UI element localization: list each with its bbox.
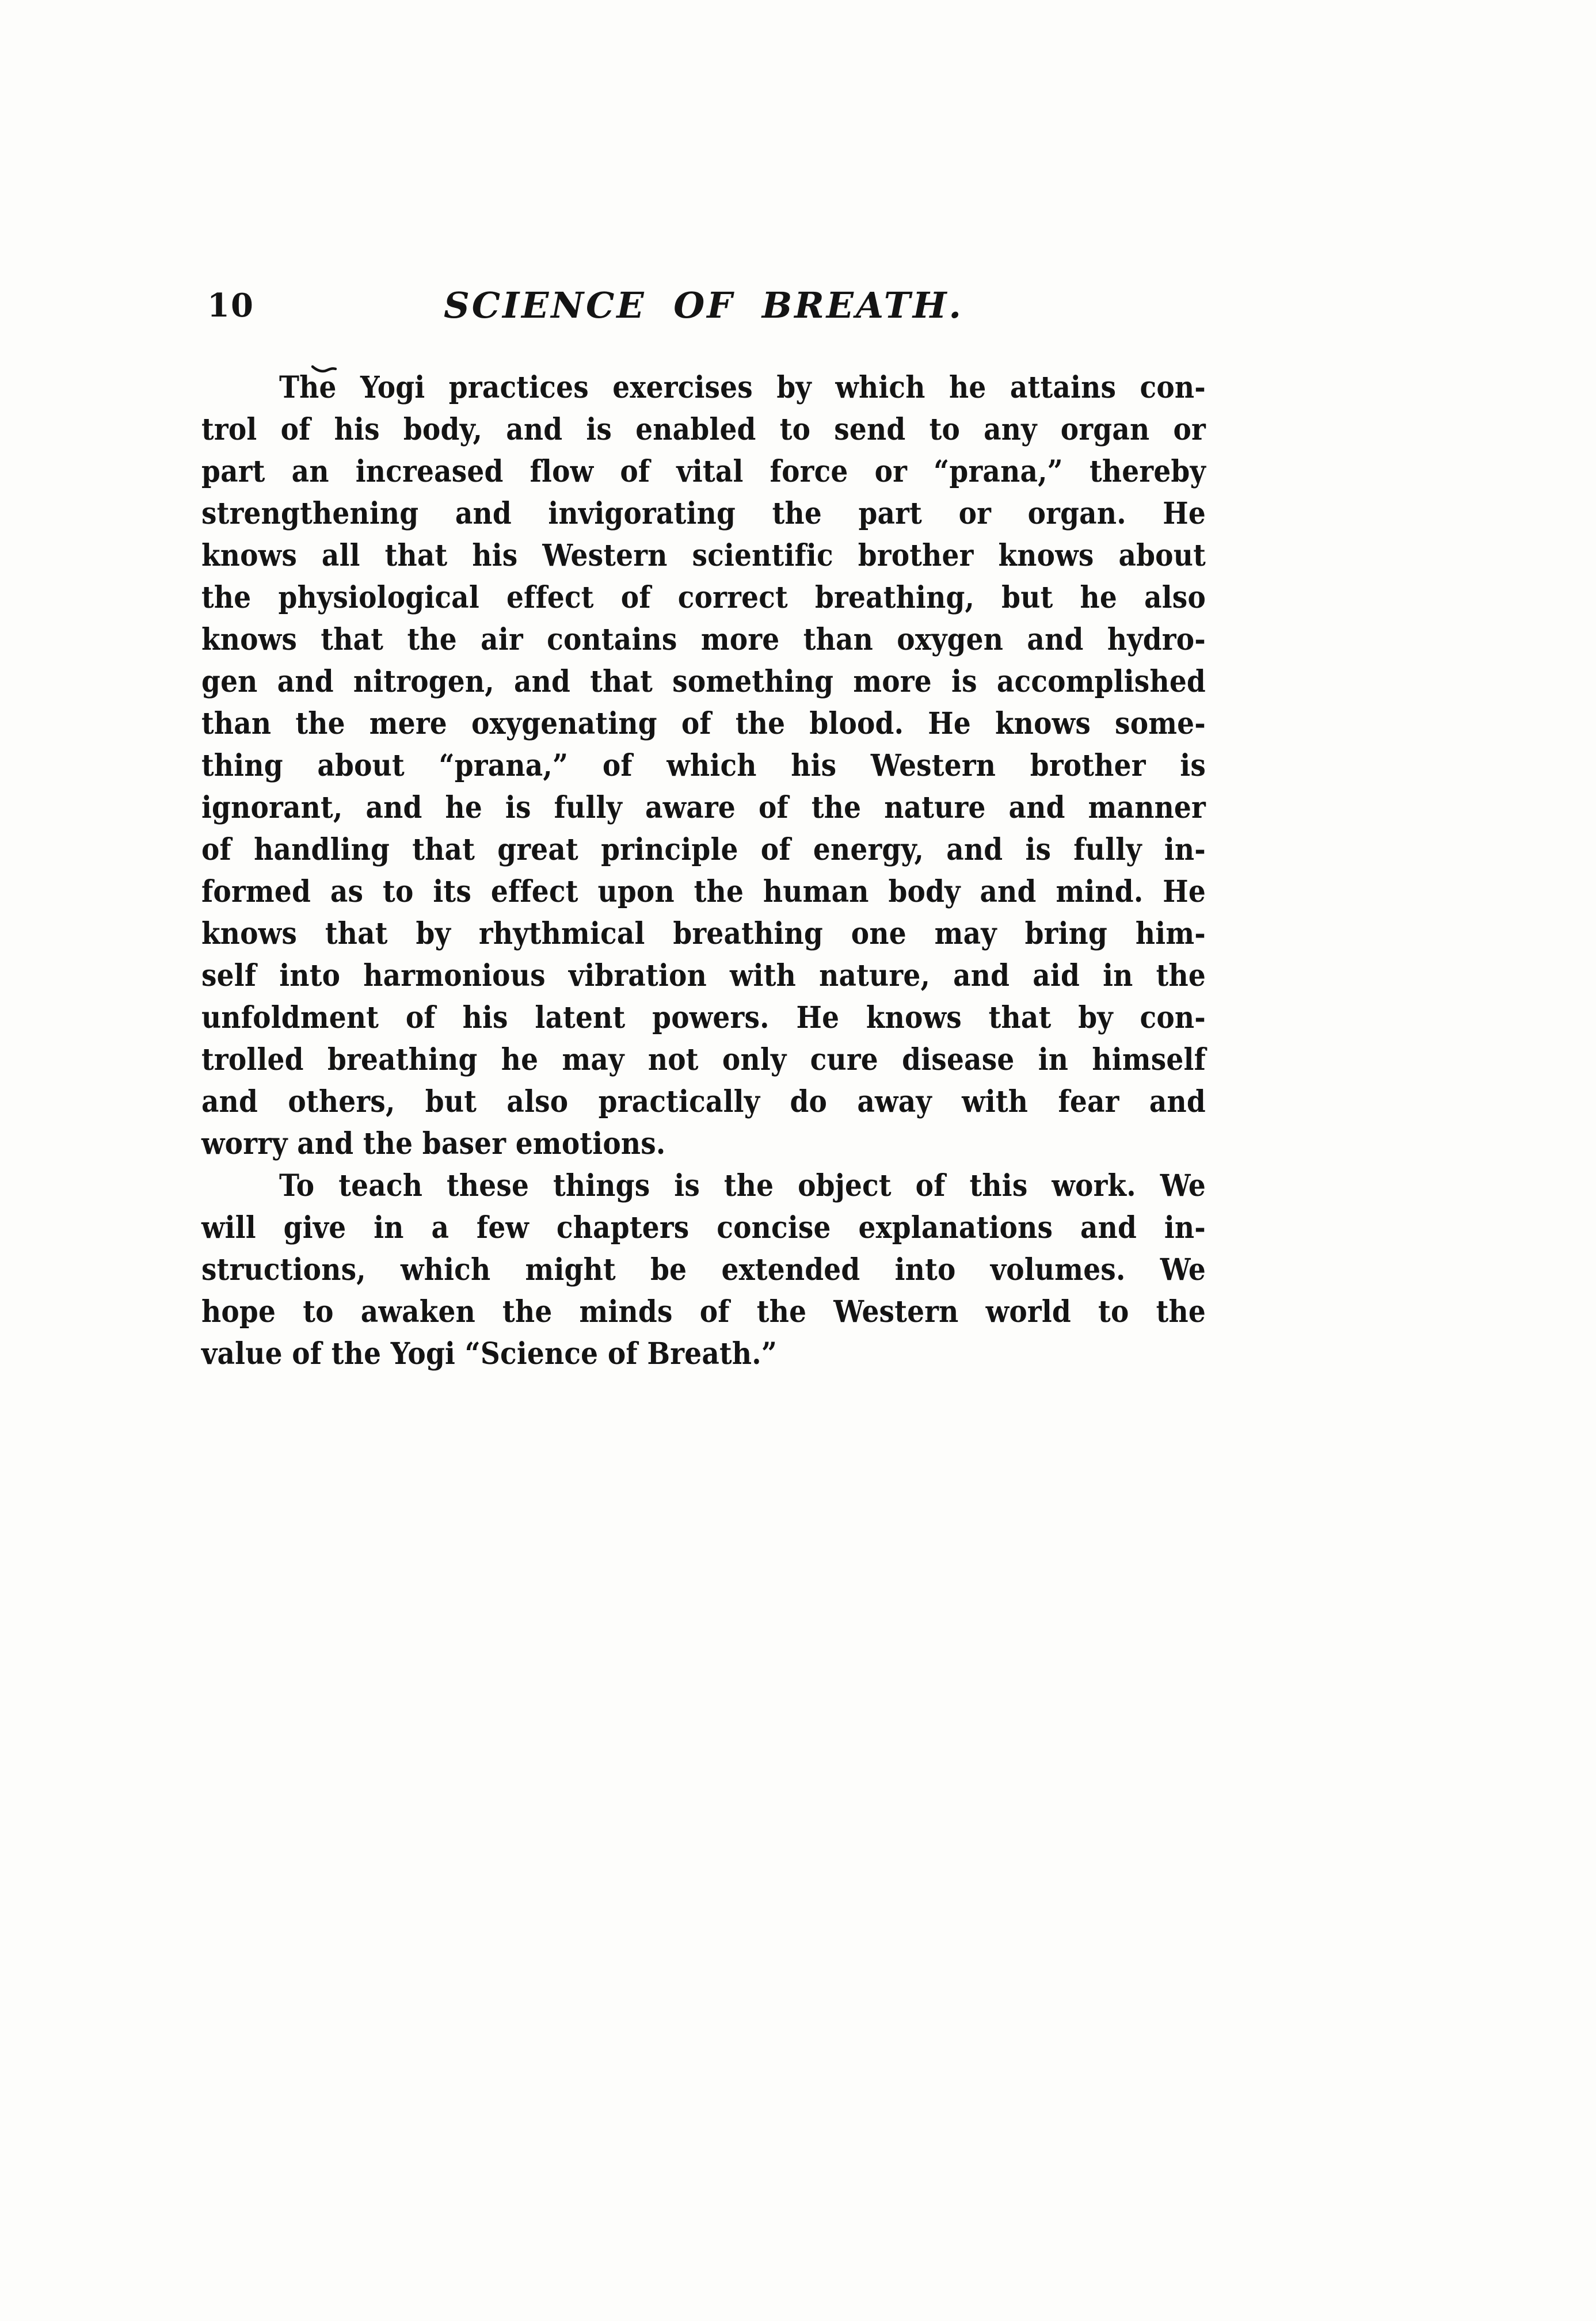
text-line: knows that the air contains more than oxygen and hydro- [201, 622, 1206, 658]
text-line: gen and nitrogen, and that something more is accomplished [201, 664, 1206, 700]
text-line: knows that by rhythmical breathing one may bring him- [201, 916, 1206, 952]
text-line: unfoldment of his latent powers. He knows that by con- [201, 1000, 1206, 1036]
running-title: SCIENCE OF BREATH. [443, 284, 964, 326]
text-line: hope to awaken the minds of the Western world to the [201, 1294, 1206, 1330]
text-line: will give in a few chapters concise explanations and in- [201, 1210, 1206, 1246]
text-line: part an increased flow of vital force or “prana,” thereby [201, 454, 1206, 490]
text-line: of handling that great principle of energy, and is fully in- [201, 832, 1206, 868]
text-line: trolled breathing he may not only cure disease in himself [201, 1042, 1206, 1078]
body-text [201, 367, 1206, 1375]
text-line: formed as to its effect upon the human body and mind. He [201, 874, 1206, 910]
text-line: ignorant, and he is fully aware of the nature and manner [201, 790, 1206, 826]
text-line: than the mere oxygenating of the blood. He knows some- [201, 706, 1206, 742]
text-line: thing about “prana,” of which his Western brother is [201, 748, 1206, 784]
text-line: self into harmonious vibration with nature, and aid in the [201, 958, 1206, 994]
text-line: worry and the baser emotions. [201, 1126, 666, 1162]
text-line: the physiological effect of correct breathing, but he also [201, 580, 1206, 616]
text-line: and others, but also practically do away with fear and [201, 1084, 1206, 1120]
page-number: 10 [207, 287, 254, 325]
text-line: The Yogi practices exercises by which he attains con- [279, 370, 1206, 406]
text-line: strengthening and invigorating the part or organ. He [201, 496, 1206, 532]
text-line: structions, which might be extended into volumes. We [201, 1252, 1206, 1288]
text-line: trol of his body, and is enabled to send to any organ or [201, 412, 1206, 448]
text-line: value of the Yogi “Science of Breath.” [201, 1336, 778, 1372]
text-line: To teach these things is the object of this work. We [279, 1168, 1206, 1204]
text-line: knows all that his Western scientific brother knows about [201, 538, 1206, 574]
